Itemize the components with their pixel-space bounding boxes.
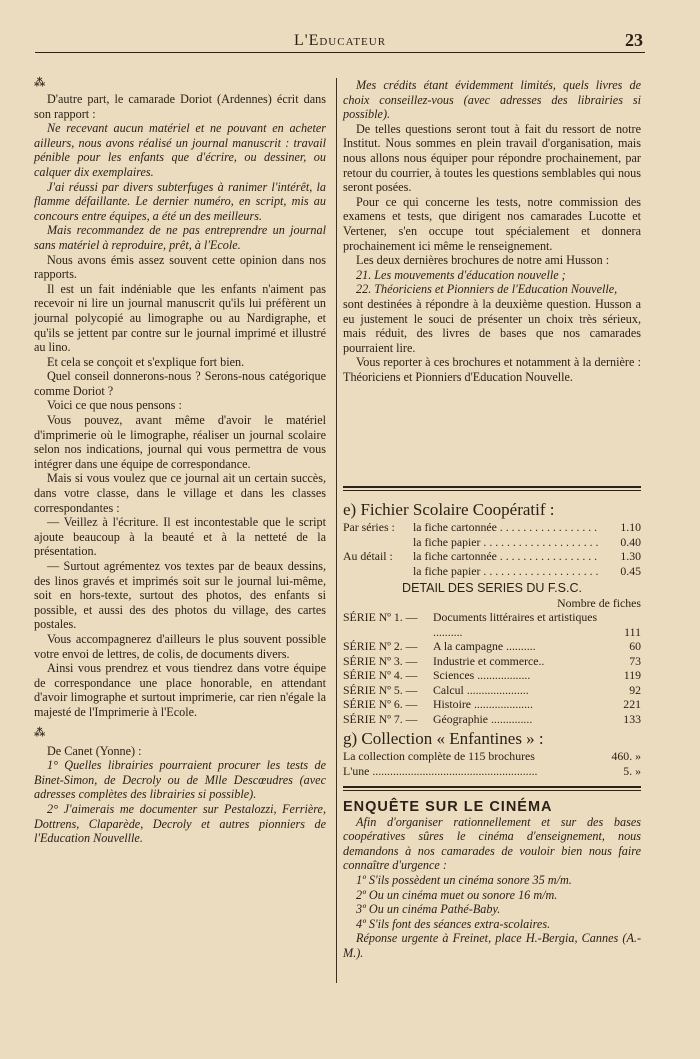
paragraph: Vous accompagnerez d'ailleurs le plus souvent possible votre envoi de lettres, de colis, de documents divers.	[34, 631, 326, 661]
section-separator: ⁂	[34, 726, 47, 739]
list-item: 22. Théoriciens et Pionniers de l'Education Nouvelle,	[356, 282, 618, 297]
series-row: SÉRIE Nº 2. — A la campagne .......... 60	[343, 639, 641, 653]
page-header	[35, 30, 645, 53]
journal-title: L'Educateur	[293, 32, 387, 49]
list-item: 21. Les mouvements d'éducation nouvelle ;	[356, 267, 566, 282]
fsc-title: e) Fichier Scolaire Coopératif :	[343, 500, 555, 519]
paragraph: D'autre part, le camarade Doriot (Ardennes) écrit dans son rapport :	[34, 92, 326, 121]
quote-paragraph: Mes crédits étant évidemment limités, quels livres de choix conseillez-vous (avec adresses des librairies si possible).	[343, 78, 641, 122]
list-item: 4º S'ils font des séances extra-scolaires.	[356, 916, 551, 931]
list-item: 2º Ou un cinéma muet ou sonore 16 m/m.	[356, 887, 558, 902]
paragraph: sont destinées à répondre à la deuxième question. Husson a eu justement le souci de présenter un choix très sérieux, mais réduit, des livres de bases que nos camarades pourraient lire.	[343, 296, 641, 355]
paragraph: — Surtout agrémentez vos textes par de beaux dessins, des linos gravés et imprimés soit sur le journal lui-même, soit en hors-texte, surtout des photos, des enfants si possible, et aussi des des photos du village, des cartes postales.	[34, 559, 326, 632]
detail-title: DETAIL DES SERIES DU F.S.C.	[402, 581, 582, 595]
paragraph: Voici ce que nous pensons :	[47, 398, 182, 413]
enquete-block	[343, 800, 641, 961]
series-row: SÉRIE Nº 3. — Industrie et commerce.. 73	[343, 653, 641, 668]
paragraph: Les deux dernières brochures de notre ami Husson :	[356, 253, 610, 268]
price-row: Au détail : la fiche cartonnée . . . 1.30	[343, 549, 641, 564]
quote-paragraph: J'ai réussi par divers subterfuges à ranimer l'intérêt, la flamme défaillante. Le dernier numéro, en script, mis au concours entre équipes, a été un des meilleurs.	[34, 179, 326, 223]
series-row: SÉRIE Nº 4. — Sciences .................. 119	[343, 668, 641, 682]
paragraph: Quel conseil donnerons-nous ? Serons-nous catégorique comme Doriot ?	[34, 369, 326, 398]
paragraph: Il est un fait indéniable que les enfants n'aiment pas recevoir ni lire un journal manuscrit qu'ils lui préfèrent un journal polycopié au limographe ou au Nardigraphe, et qu'ils se jettent par contre sur le journal imprimé et illustré au lino.	[34, 281, 326, 355]
paragraph: De telles questions seront tout à fait du ressort de notre Institut. Nous sommes en plein travail d'organisation, mais nous allons nous équiper pour répondre prochainement, par retour du courrier, à toutes les questions semblables qui nous seront posées.	[343, 121, 641, 195]
paragraph: Réponse urgente à Freinet, place H.-Bergia, Cannes (A.-M.).	[343, 931, 641, 960]
fsc-price-list	[343, 520, 641, 578]
paragraph: Vous pouvez, avant même d'avoir le matériel d'imprimerie où le limographe, réaliser un journal scolaire selon nos indications, journal qui vous permettra de vous intégrer dans une équipe de correspondance.	[34, 413, 326, 471]
paragraph: Afin d'organiser rationnellement et sur des bases coopératives sûres le cinéma d'enseignement, nous demandons à nos camarades de vouloir bien nous faire connaître d'urgence :	[343, 814, 641, 873]
left-column	[34, 78, 326, 846]
series-row: SÉRIE Nº 7. — Géographie .............. 133	[343, 711, 641, 726]
paragraph: Vous reporter à ces brochures et notamment à la dernière : Théoriciens et Pionniers d'Education Nouvelle.	[343, 355, 641, 384]
section-rule	[343, 486, 641, 491]
quote-paragraph: Ne recevant aucun matériel et ne pouvant en acheter ailleurs, nous avons réalisé un journal manuscrit : travail pénible pour les enfants que d'écrire, ou dessiner, ou calquer dix exemplaires.	[34, 121, 326, 179]
series-row: SÉRIE Nº 6. — Histoire .................... 221	[343, 697, 641, 711]
page-number: 23	[625, 30, 643, 50]
right-column-letters	[343, 78, 641, 384]
series-row: SÉRIE Nº 1. — Documents littéraires et artistiques .......... 111	[343, 610, 641, 639]
paragraph: Pour ce qui concerne les tests, notre commission des examens et tests, que dirigent nos camarades Lucotte et Vertener, s'en occupe tout spécialement et donnera prochainement ici même le renseignement.	[343, 194, 641, 253]
column-divider	[336, 78, 337, 983]
section-separator: ⁂	[34, 77, 47, 89]
paragraph: Ainsi vous prendrez et vous tiendrez dans votre équipe de correspondance une place honorable, en attendant d'avoir limographe et surtout imprimerie, car rien n'égale la majesté de l'Imprimerie à l'Ecole.	[34, 661, 326, 719]
quote-paragraph: 1° Quelles librairies pourraient procurer les tests de Binet-Simon, de Decroly ou de Mlle Descœudres (avec adresses complètes des librairies si possible).	[34, 758, 326, 802]
paragraph: — Veillez à l'écriture. Il est incontestable que le script ajoute beaucoup à la beauté et à la netteté de la présentation.	[34, 515, 326, 559]
paragraph: Nous avons émis assez souvent cette opinion dans nos rapports.	[34, 252, 326, 282]
list-item: 1º S'ils possèdent un cinéma sonore 35 m/m.	[356, 872, 572, 887]
price-row: la fiche papier . . . 0.45	[343, 564, 641, 579]
series-row: SÉRIE Nº 5. — Calcul ..................... 92	[343, 682, 641, 697]
fsc-block	[343, 500, 641, 778]
paragraph: De Canet (Yonne) :	[47, 743, 142, 758]
enquete-title: ENQUÊTE SUR LE CINÉMA	[343, 799, 553, 815]
count-column-label: Nombre de fiches	[557, 596, 641, 610]
collection-row: L'une ........................................................ 5. »	[343, 763, 641, 778]
paragraph: Et cela se conçoit et s'explique fort bien.	[47, 354, 245, 369]
collection-row: La collection complète de 115 brochures 460. »	[343, 749, 641, 763]
list-item: 3º Ou un cinéma Pathé-Baby.	[356, 902, 501, 917]
collection-title: g) Collection « Enfantines » :	[343, 729, 544, 748]
series-table	[343, 610, 641, 726]
quote-paragraph: 2° J'aimerais me documenter sur Pestalozzi, Ferrière, Dottrens, Claparède, Decroly et autres pionniers de l'Education Nouvellle.	[34, 801, 326, 846]
quote-paragraph: Mais recommandez de ne pas entreprendre un journal sans matériel à reproduire, prêt, à l'Ecole.	[34, 223, 326, 252]
price-row: la fiche papier . . . 0.40	[343, 535, 641, 550]
price-row: Par séries : la fiche cartonnée . . . 1.10	[343, 520, 641, 535]
section-rule	[343, 786, 641, 791]
paragraph: Mais si vous voulez que ce journal ait un certain succès, dans votre classe, dans le village et dans les classes correspondantes :	[34, 471, 326, 515]
